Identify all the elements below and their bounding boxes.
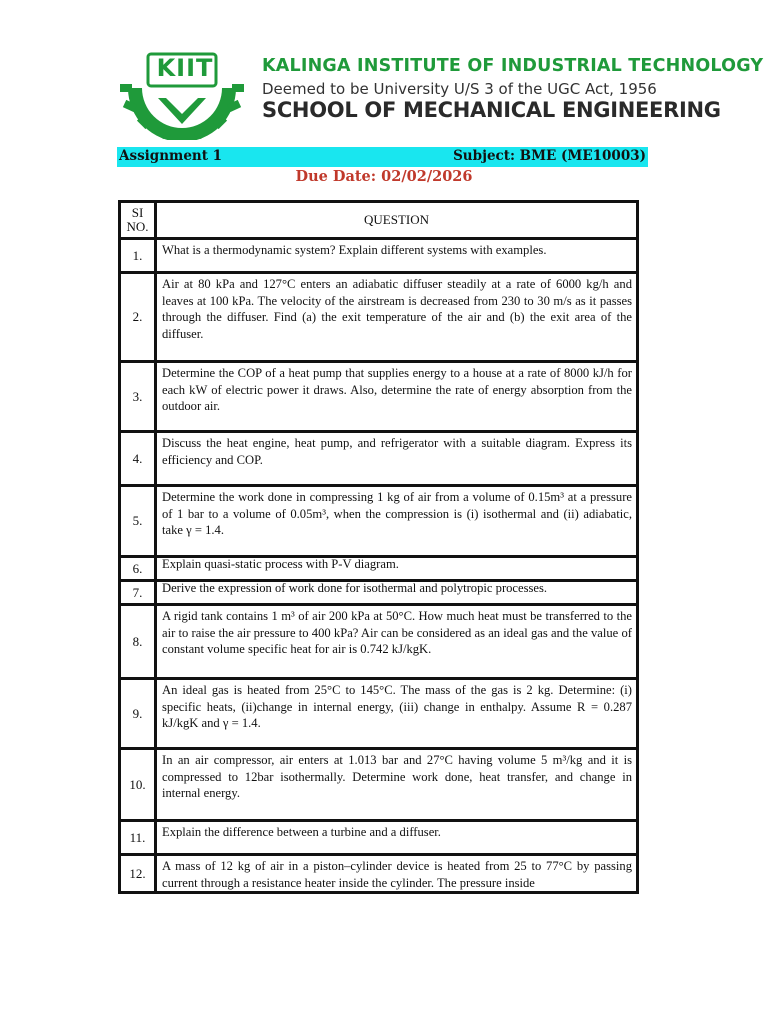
row-number: 9. xyxy=(120,679,156,749)
row-number: 6. xyxy=(120,557,156,581)
question-table xyxy=(118,200,639,894)
page-header xyxy=(118,40,764,142)
table-row xyxy=(120,581,638,605)
row-number: 8. xyxy=(120,605,156,679)
table-row xyxy=(120,821,638,855)
table-row xyxy=(120,605,638,679)
table-row xyxy=(120,749,638,821)
assignment-title: Assignment 1 xyxy=(119,148,223,164)
table-row xyxy=(120,679,638,749)
table-row xyxy=(120,273,638,362)
question-text: An ideal gas is heated from 25°C to 145°C. The mass of the gas is 2 kg. Determine: (i) specific heats, (ii)change in internal energy, (iii) change in enthalpy. Assume R = 0.287 kJ/kgK and γ = 1.4. xyxy=(156,679,638,749)
table-row xyxy=(120,557,638,581)
table-row xyxy=(120,239,638,273)
table-row xyxy=(120,362,638,432)
row-number: 2. xyxy=(120,273,156,362)
question-text: Discuss the heat engine, heat pump, and refrigerator with a suitable diagram. Express its efficiency and COP. xyxy=(156,432,638,486)
question-text: Air at 80 kPa and 127°C enters an adiabatic diffuser steadily at a rate of 6000 kg/h and leaves at 100 kPa. The velocity of the airstream is decreased from 230 to 30 m/s as it passes through the diffuser. Find (a) the exit temperature of the air and (b) the exit area of the diffuser. xyxy=(156,273,638,362)
question-text: Explain quasi-static process with P-V diagram. xyxy=(156,557,638,581)
question-text: Determine the COP of a heat pump that supplies energy to a house at a rate of 8000 kJ/h for each kW of electric power it draws. Also, determine the rate of energy absorption from the outdoor air. xyxy=(156,362,638,432)
row-number: 3. xyxy=(120,362,156,432)
table-header-row xyxy=(120,202,638,239)
question-text: Explain the difference between a turbine and a diffuser. xyxy=(156,821,638,855)
school-name: SCHOOL OF MECHANICAL ENGINEERING xyxy=(262,98,721,122)
question-text: Derive the expression of work done for isothermal and polytropic processes. xyxy=(156,581,638,605)
due-date: Due Date: 02/02/2026 xyxy=(295,168,473,185)
table-row xyxy=(120,486,638,557)
row-number: 10. xyxy=(120,749,156,821)
institute-name: KALINGA INSTITUTE OF INDUSTRIAL TECHNOLOGY xyxy=(262,56,764,76)
row-number: 5. xyxy=(120,486,156,557)
question-text: Determine the work done in compressing 1 kg of air from a volume of 0.15m³ at a pressure of 1 bar to a volume of 0.05m³, when the compression is (i) isothermal and (ii) adiabatic, take γ = 1.4. xyxy=(156,486,638,557)
column-header-question: QUESTION xyxy=(156,202,638,239)
logo-lettering: KIIT xyxy=(156,54,214,82)
row-number: 7. xyxy=(120,581,156,605)
row-number: 4. xyxy=(120,432,156,486)
question-text: In an air compressor, air enters at 1.013 bar and 27°C having volume 5 m³/kg and it is compressed to 12bar isothermally. Determine work done, heat transfer, and change in internal energy. xyxy=(156,749,638,821)
row-number: 12. xyxy=(120,855,156,893)
column-header-sino: SI NO. xyxy=(120,202,156,239)
table-row xyxy=(120,432,638,486)
question-text: A rigid tank contains 1 m³ of air 200 kPa at 50°C. How much heat must be transferred to the air to raise the air pressure to 400 kPa? Air can be considered as an ideal gas and the value of constant volume specific heat for air is 0.742 kJ/kgK. xyxy=(156,605,638,679)
subject-label: Subject: BME (ME10003) xyxy=(453,148,646,164)
row-number: 11. xyxy=(120,821,156,855)
assignment-band xyxy=(117,147,648,167)
row-number: 1. xyxy=(120,239,156,273)
question-text: What is a thermodynamic system? Explain different systems with examples. xyxy=(156,239,638,273)
question-text: A mass of 12 kg of air in a piston–cylinder device is heated from 25 to 77°C by passing current through a resistance heater inside the cylinder. The pressure inside xyxy=(156,855,638,893)
deemed-line: Deemed to be University U/S 3 of the UGC Act, 1956 xyxy=(262,80,657,98)
table-row xyxy=(120,855,638,893)
